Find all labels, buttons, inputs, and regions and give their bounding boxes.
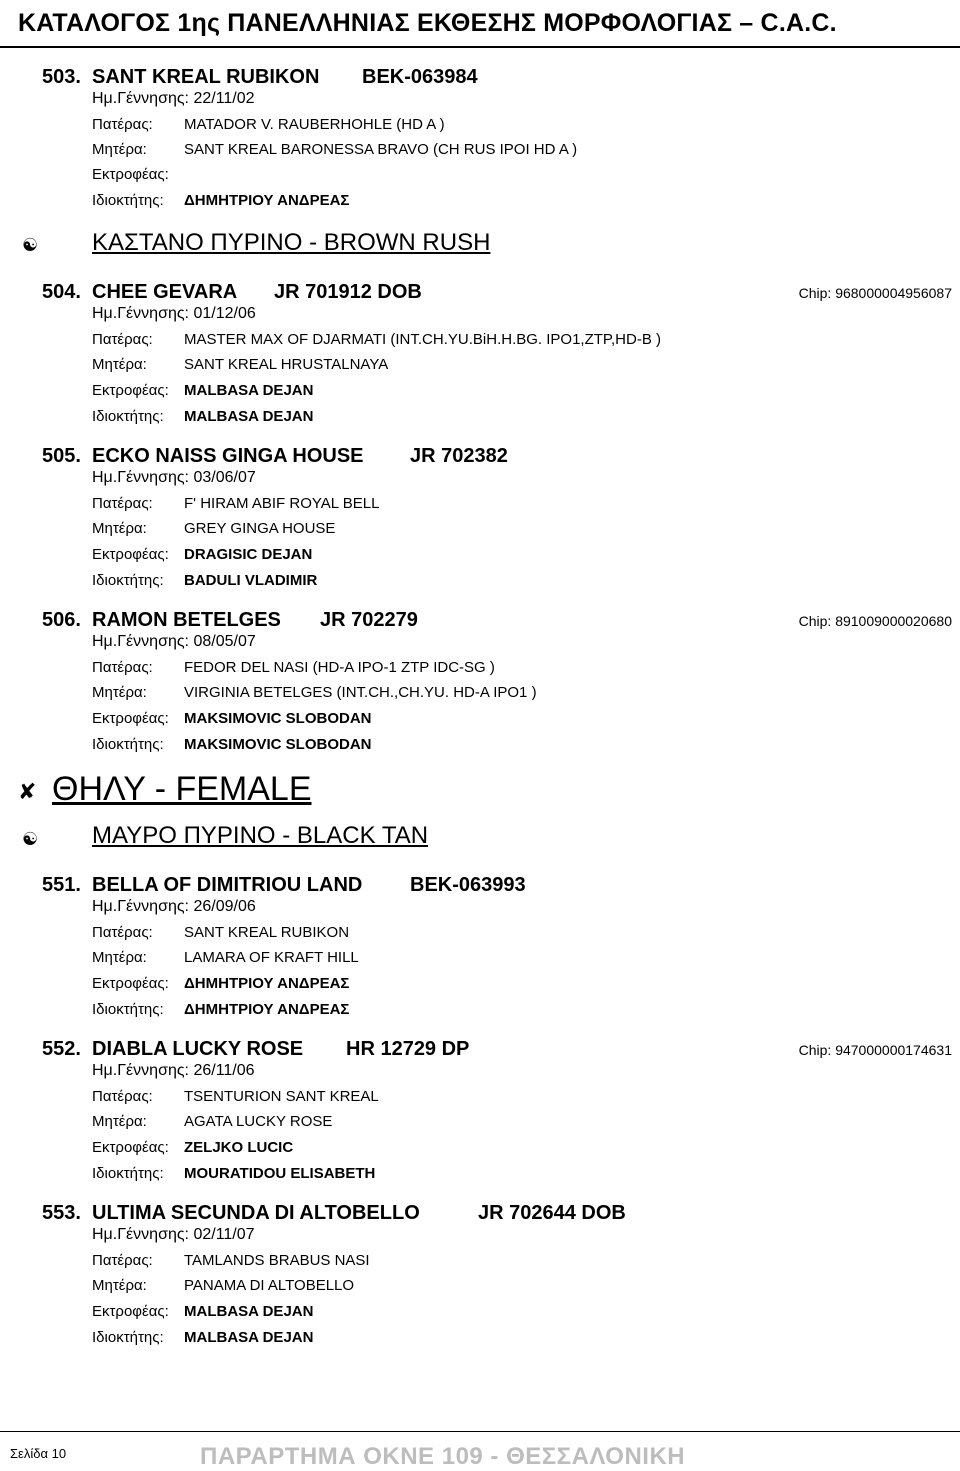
section-title-black-tan: ΜΑΥΡΟ ΠΥΡΙΝΟ - BLACK TAN — [92, 822, 429, 849]
breeder-value: MAKSIMOVIC SLOBODAN — [184, 710, 372, 727]
father-value: TSENTURION SANT KREAL — [184, 1088, 379, 1105]
dog-name: BELLA OF DIMITRIOU LAND — [92, 874, 363, 896]
birth-label: Ημ.Γέννησης: — [92, 898, 189, 915]
breeder-label: Εκτροφέας: — [92, 1139, 169, 1156]
chip-number: Chip: 891009000020680 — [798, 613, 952, 629]
birth-date: 03/06/07 — [193, 469, 256, 486]
section-title-female: ΘΗΛΥ - FEMALE — [52, 770, 312, 808]
birth-date: 26/11/06 — [193, 1062, 255, 1079]
breeder-label: Εκτροφέας: — [92, 546, 169, 563]
page-number: Σελίδα 10 — [10, 1446, 67, 1461]
owner-label: Ιδιοκτήτης: — [92, 1329, 164, 1346]
mother-label: Μητέρα: — [92, 684, 147, 701]
birth-date-row — [92, 469, 256, 487]
catalog-title: ΚΑΤΑΛΟΓΟΣ 1ης ΠΑΝΕΛΛΗΝΙΑΣ ΕΚΘΕΣΗΣ ΜΟΡΦΟΛΟΓΙΑΣ – C.A.C. — [18, 9, 837, 37]
father-value: F' HIRAM ABIF ROYAL BELL — [184, 495, 380, 512]
birth-date: 26/09/06 — [193, 898, 256, 915]
birth-date: 01/12/06 — [193, 305, 256, 322]
birth-date: 02/11/07 — [193, 1226, 255, 1243]
father-value: SANT KREAL RUBIKON — [184, 924, 350, 941]
registration-number: BEK-063993 — [410, 874, 526, 896]
birth-label: Ημ.Γέννησης: — [92, 1062, 189, 1079]
dog-name: ULTIMA SECUNDA DI ALTOBELLO — [92, 1202, 420, 1224]
mother-value: PANAMA DI ALTOBELLO — [184, 1277, 355, 1294]
birth-date-row — [92, 633, 256, 651]
registration-number: HR 12729 DP — [346, 1038, 470, 1060]
father-label: Πατέρας: — [92, 1252, 153, 1269]
father-label: Πατέρας: — [92, 331, 153, 348]
dog-name: DIABLA LUCKY ROSE — [92, 1038, 304, 1060]
registration-number: JR 702644 DOB — [478, 1202, 626, 1224]
mother-label: Μητέρα: — [92, 520, 147, 537]
father-value: MATADOR V. RAUBERHOHLE (HD A ) — [184, 116, 445, 133]
owner-label: Ιδιοκτήτης: — [92, 408, 164, 425]
birth-label: Ημ.Γέννησης: — [92, 633, 189, 650]
entry-number: 553. — [42, 1202, 81, 1224]
birth-date-row — [92, 90, 255, 108]
registration-number: BEK-063984 — [362, 66, 478, 88]
father-value: MASTER MAX OF DJARMATI (INT.CH.YU.BiH.H.BG. IPO1,ZTP,HD-B ) — [184, 331, 661, 348]
footer-title: ΠΑΡΑΡΤΗΜΑ ΟΚΝΕ 109 - ΘΕΣΣΑΛΟΝΙΚΗ — [200, 1443, 686, 1470]
birth-date-row — [92, 898, 256, 916]
registration-number: JR 702382 — [410, 445, 508, 467]
breeder-value: DRAGISIC DEJAN — [184, 546, 313, 563]
yin-yang-icon: ☯ — [22, 829, 39, 850]
owner-value: MALBASA DEJAN — [184, 1329, 314, 1346]
birth-date: 08/05/07 — [193, 633, 256, 650]
page-footer — [0, 1431, 960, 1470]
birth-label: Ημ.Γέννησης: — [92, 469, 189, 486]
registration-number: JR 702279 — [320, 609, 418, 631]
entry-number: 504. — [42, 281, 81, 303]
father-label: Πατέρας: — [92, 116, 153, 133]
father-value: FEDOR DEL NASI (HD-A IPO-1 ZTP IDC-SG ) — [184, 659, 495, 676]
entry-number: 506. — [42, 609, 81, 631]
owner-label: Ιδιοκτήτης: — [92, 1165, 164, 1182]
father-label: Πατέρας: — [92, 1088, 153, 1105]
breeder-value: MALBASA DEJAN — [184, 1303, 314, 1320]
birth-label: Ημ.Γέννησης: — [92, 90, 189, 107]
breeder-label: Εκτροφέας: — [92, 975, 169, 992]
entry-number: 551. — [42, 874, 81, 896]
father-label: Πατέρας: — [92, 495, 153, 512]
breeder-label: Εκτροφέας: — [92, 382, 169, 399]
chip-number: Chip: 968000004956087 — [798, 285, 952, 301]
breeder-label: Εκτροφέας: — [92, 166, 169, 183]
owner-label: Ιδιοκτήτης: — [92, 736, 164, 753]
breeder-label: Εκτροφέας: — [92, 710, 169, 727]
section-title-brown-rush: ΚΑΣΤΑΝΟ ΠΥΡΙΝΟ - BROWN RUSH — [92, 229, 491, 256]
owner-label: Ιδιοκτήτης: — [92, 192, 164, 209]
birth-date: 22/11/02 — [193, 90, 255, 107]
mother-value: VIRGINIA BETELGES (INT.CH.,CH.YU. HD-A IPO1 ) — [184, 684, 537, 701]
birth-date-row — [92, 305, 256, 323]
registration-number: JR 701912 DOB — [274, 281, 422, 303]
birth-label: Ημ.Γέννησης: — [92, 1226, 189, 1243]
owner-value: BADULI VLADIMIR — [184, 572, 318, 589]
cross-icon: ✘ — [18, 780, 37, 805]
owner-value: MAKSIMOVIC SLOBODAN — [184, 736, 372, 753]
birth-date-row — [92, 1226, 255, 1244]
owner-label: Ιδιοκτήτης: — [92, 1001, 164, 1018]
mother-label: Μητέρα: — [92, 1277, 147, 1294]
mother-value: LAMARA OF KRAFT HILL — [184, 949, 359, 966]
breeder-value: ZELJKO LUCIC — [184, 1139, 294, 1156]
mother-value: SANT KREAL HRUSTALNAYA — [184, 356, 389, 373]
father-label: Πατέρας: — [92, 924, 153, 941]
dog-name: RAMON BETELGES — [92, 609, 281, 631]
dog-name: SANT KREAL RUBIKON — [92, 66, 320, 88]
yin-yang-icon: ☯ — [22, 235, 39, 256]
owner-value: MALBASA DEJAN — [184, 408, 314, 425]
mother-label: Μητέρα: — [92, 141, 147, 158]
owner-value: MOURATIDOU ELISABETH — [184, 1165, 376, 1182]
mother-label: Μητέρα: — [92, 1113, 147, 1130]
dog-name: CHEE GEVARA — [92, 281, 238, 303]
mother-value: GREY GINGA HOUSE — [184, 520, 336, 537]
dog-name: ECKO NAISS GINGA HOUSE — [92, 445, 364, 467]
entry-number: 503. — [42, 66, 81, 88]
owner-label: Ιδιοκτήτης: — [92, 572, 164, 589]
father-value: TAMLANDS BRABUS NASI — [184, 1252, 370, 1269]
mother-value: SANT KREAL BARONESSA BRAVO (CH RUS IPOI HD A ) — [184, 141, 578, 158]
owner-value: ΔΗΜΗΤΡΙΟΥ ΑΝΔΡΕΑΣ — [184, 1001, 350, 1018]
mother-label: Μητέρα: — [92, 949, 147, 966]
breeder-value: MALBASA DEJAN — [184, 382, 314, 399]
chip-number: Chip: 947000000174631 — [798, 1042, 952, 1058]
mother-value: AGATA LUCKY ROSE — [184, 1113, 333, 1130]
birth-date-row — [92, 1062, 255, 1080]
mother-label: Μητέρα: — [92, 356, 147, 373]
entry-number: 552. — [42, 1038, 81, 1060]
breeder-label: Εκτροφέας: — [92, 1303, 169, 1320]
birth-label: Ημ.Γέννησης: — [92, 305, 189, 322]
page-header — [0, 0, 960, 48]
breeder-value: ΔΗΜΗΤΡΙΟΥ ΑΝΔΡΕΑΣ — [184, 975, 350, 992]
owner-value: ΔΗΜΗΤΡΙΟΥ ΑΝΔΡΕΑΣ — [184, 192, 350, 209]
father-label: Πατέρας: — [92, 659, 153, 676]
entry-number: 505. — [42, 445, 81, 467]
